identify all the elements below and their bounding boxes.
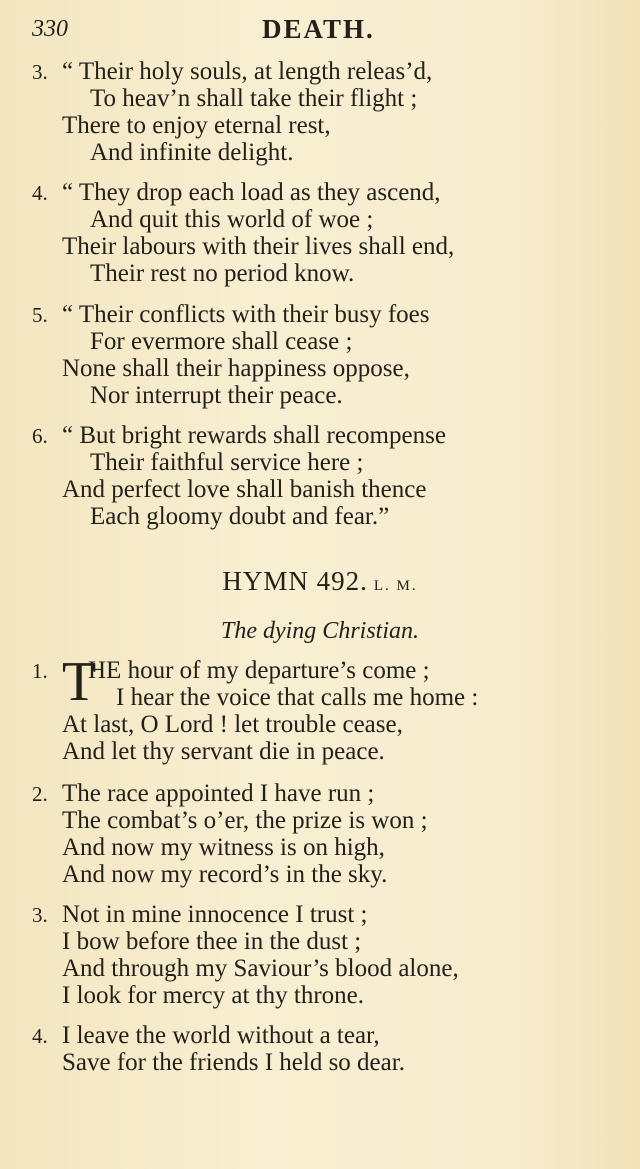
verse-line: There to enjoy eternal rest,: [62, 112, 331, 139]
verse-b-4: [32, 1022, 602, 1076]
verse-line: Their faithful service here ;: [90, 449, 364, 476]
verse-line: I bow before thee in the dust ;: [62, 928, 362, 955]
page-number: 330: [32, 16, 68, 42]
hymn-number: HYMN 492.: [222, 566, 368, 596]
running-head: DEATH.: [262, 14, 375, 44]
drop-cap: T: [62, 651, 97, 713]
verse-line: And perfect love shall banish thence: [62, 476, 427, 503]
hymn-subtitle: The dying Christian.: [220, 618, 419, 644]
verse-line: And infinite delight.: [90, 139, 294, 166]
verse-b-3: [32, 901, 602, 1009]
verse-line: And through my Saviour’s blood alone,: [62, 955, 459, 982]
verse-a-4: [32, 179, 602, 287]
verse-line: Their labours with their lives shall end,: [62, 233, 455, 260]
verse-number: 3.: [32, 60, 48, 84]
verse-line: And quit this world of woe ;: [90, 206, 374, 233]
verse-number: 6.: [32, 424, 48, 448]
verse-number: 1.: [32, 659, 48, 683]
verse-number: 4.: [32, 181, 48, 205]
verse-line: “ Their holy souls, at length releas’d,: [62, 58, 433, 85]
verse-line: HE hour of my departure’s come ;: [88, 657, 430, 684]
verse-line: The combat’s o’er, the prize is won ;: [62, 807, 428, 834]
verse-b-1: [32, 651, 602, 765]
verse-a-6: [32, 422, 602, 530]
verse-line: Not in mine innocence I trust ;: [62, 901, 368, 928]
hymn-meter: L. M.: [373, 578, 418, 594]
verse-number: 4.: [32, 1024, 48, 1048]
verse-line: Each gloomy doubt and fear.”: [90, 503, 390, 530]
page-header: [32, 14, 592, 50]
verse-line: “ Their conflicts with their busy foes: [62, 301, 430, 328]
verse-line: For evermore shall cease ;: [90, 328, 353, 355]
verse-line: And now my record’s in the sky.: [62, 861, 388, 888]
verse-line: To heav’n shall take their flight ;: [90, 85, 418, 112]
verse-line: And now my witness is on high,: [62, 834, 385, 861]
verse-line: At last, O Lord ! let trouble cease,: [62, 711, 403, 738]
verse-line: “ But bright rewards shall recompense: [62, 422, 446, 449]
verse-line: And let thy servant die in peace.: [62, 738, 385, 765]
verse-number: 3.: [32, 903, 48, 927]
verse-line: Nor interrupt their peace.: [90, 382, 343, 409]
verse-line: Save for the friends I held so dear.: [62, 1049, 405, 1076]
verse-b-2: [32, 780, 602, 888]
verse-line: “ They drop each load as they ascend,: [62, 179, 441, 206]
verse-line: The race appointed I have run ;: [62, 780, 375, 807]
verse-line: Their rest no period know.: [90, 260, 355, 287]
verse-line: None shall their happiness oppose,: [62, 355, 410, 382]
hymn-title: [0, 566, 640, 597]
verse-number: 5.: [32, 303, 48, 327]
verse-a-3: [32, 58, 602, 166]
verse-line: I look for mercy at thy throne.: [62, 982, 364, 1009]
verse-number: 2.: [32, 782, 48, 806]
verse-line: I hear the voice that calls me home :: [116, 684, 479, 711]
verse-a-5: [32, 301, 602, 409]
verse-line: I leave the world without a tear,: [62, 1022, 380, 1049]
